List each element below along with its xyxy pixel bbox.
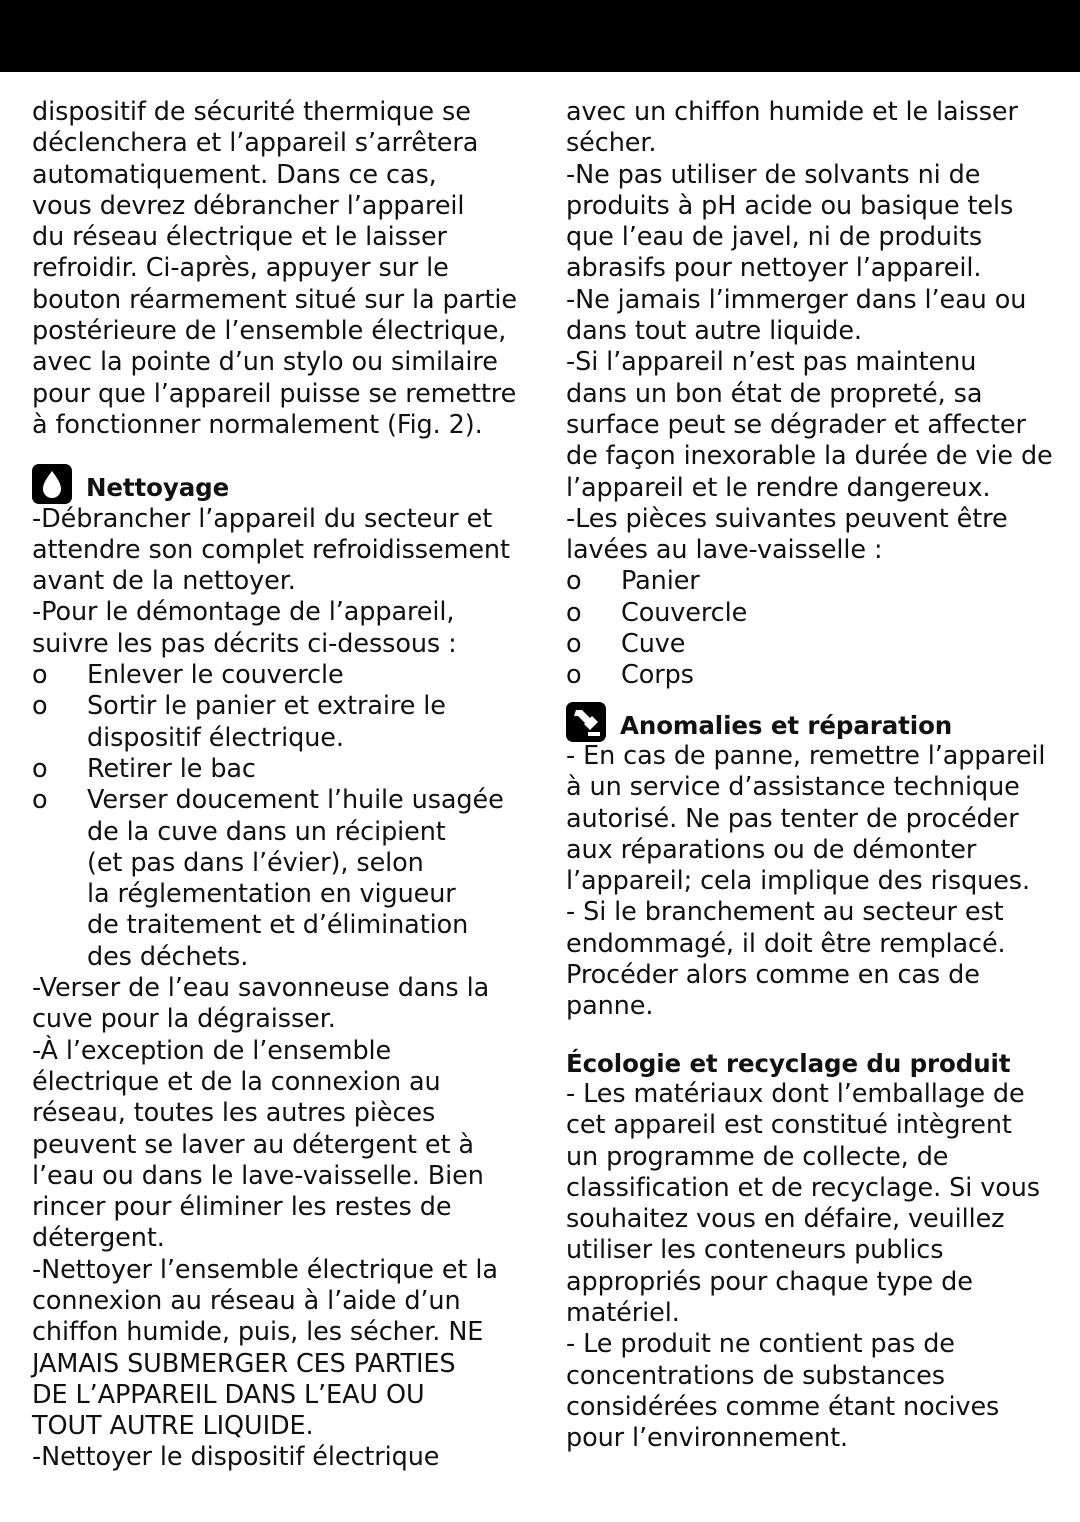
text-line: - Les matériaux dont l’emballage de [566,1078,1025,1109]
list-item [32,754,532,785]
dishwasher-parts-list [566,566,1066,691]
text-line: - En cas de panne, remettre l’appareil [566,740,1046,771]
text-line: de façon inexorable la durée de vie de [566,441,1053,472]
list-item-continuation: la réglementation en vigueur [87,879,456,910]
bullet-marker: o [566,566,582,597]
text-line: l’eau ou dans le lave-vaisselle. Bien [32,1160,484,1191]
list-item-text: Cuve [621,629,686,660]
text-line: -Verser de l’eau savonneuse dans la [32,973,490,1004]
intro-paragraph [32,97,532,441]
bullet-marker: o [566,660,582,691]
text-line: pour l’environnement. [566,1423,848,1454]
text-line: aux réparations ou de démonter [566,834,977,865]
nettoyage-title: Nettoyage [86,473,230,503]
text-line: chiffon humide, puis, les sécher. NE [32,1317,484,1348]
list-item [32,785,532,816]
bullet-marker: o [32,785,48,816]
text-line: cet appareil est constitué intègrent [566,1110,1012,1141]
text-line: -Nettoyer le dispositif électrique [32,1442,440,1473]
text-line: matériel. [566,1297,680,1328]
text-line: -Les pièces suivantes peuvent être [566,503,1008,534]
text-line: autorisé. Ne pas tenter de procéder [566,803,1019,834]
text-line: - Le produit ne contient pas de [566,1329,955,1360]
list-item [32,691,532,722]
list-item [566,660,1066,691]
text-line: pour que l’appareil puisse se remettre [32,378,517,409]
text-line: bouton réarmement situé sur la partie [32,284,517,315]
text-line: sécher. [566,128,657,159]
right-column [566,97,1066,1454]
text-line: -Nettoyer l’ensemble électrique et la [32,1254,498,1285]
cleaning-paragraph [566,97,1066,566]
text-line: avant de la nettoyer. [32,566,296,597]
text-line: avec un chiffon humide et le laisser [566,97,1018,127]
text-line: classification et de recyclage. Si vous [566,1172,1040,1203]
nettoyage-heading [32,472,532,503]
ecologie-paragraph [566,1079,1066,1455]
list-item-continuation: (et pas dans l’évier), selon [87,847,424,878]
text-line: surface peut se dégrader et affecter [566,409,1026,440]
text-line: souhaitez vous en défaire, veuillez [566,1204,1005,1235]
nettoyage-paragraph [32,504,532,660]
text-line: peuvent se laver au détergent et à [32,1129,474,1160]
text-line: postérieure de l’ensemble électrique, [32,316,507,347]
text-line: -Ne jamais l’immerger dans l’eau ou [566,284,1027,315]
list-item-text: Couvercle [621,597,748,628]
bullet-marker: o [32,691,48,722]
anomalies-paragraph [566,741,1066,1023]
text-line: - Si le branchement au secteur est [566,897,1004,928]
list-item [566,598,1066,629]
list-item-continuation: de traitement et d’élimination [87,910,469,941]
text-line: dans un bon état de propreté, sa [566,378,983,409]
text-line: produits à pH acide ou basique tels [566,190,1014,221]
list-item [32,660,532,691]
text-line: Procéder alors comme en cas de [566,960,980,991]
list-item [566,629,1066,660]
list-item-text: Sortir le panier et extraire le [87,691,446,722]
anomalies-title: Anomalies et réparation [620,710,953,740]
text-line: -Si l’appareil n’est pas maintenu [566,347,977,378]
top-header-bar [0,0,1080,72]
list-item-text: Retirer le bac [87,753,256,784]
list-item-text: Corps [621,660,694,691]
text-line: lavées au lave-vaisselle : [566,535,883,566]
text-line: détergent. [32,1223,165,1254]
text-line: attendre son complet refroidissement [32,534,510,565]
text-line: à un service d’assistance technique [566,772,1020,803]
list-item-continuation: de la cuve dans un récipient [87,816,446,847]
text-line: l’appareil et le rendre dangereux. [566,472,991,503]
text-line: abrasifs pour nettoyer l’appareil. [566,253,982,284]
bullet-marker: o [32,660,48,691]
text-line: dans tout autre liquide. [566,316,862,347]
text-line: réseau, toutes les autres pièces [32,1098,436,1129]
text-line: TOUT AUTRE LIQUIDE. [32,1411,314,1442]
text-line: -Débrancher l’appareil du secteur et [32,503,493,534]
text-line: électrique et de la connexion au [32,1066,441,1097]
text-line: utiliser les conteneurs publics [566,1235,944,1266]
text-line: refroidir. Ci-après, appuyer sur le [32,253,449,284]
text-line: DE L’APPAREIL DANS L’EAU OU [32,1379,425,1410]
text-line: que l’eau de javel, ni de produits [566,222,983,253]
bullet-marker: o [566,629,582,660]
text-line: JAMAIS SUBMERGER CES PARTIES [32,1348,456,1379]
list-item-text: Verser doucement l’huile usagée [87,785,504,816]
text-line: panne. [566,991,654,1022]
text-line: -À l’exception de l’ensemble [32,1035,392,1066]
text-line: rincer pour éliminer les restes de [32,1192,452,1223]
list-item-continuation: des déchets. [87,941,249,972]
text-line: vous devrez débrancher l’appareil [32,190,465,221]
text-line: à fonctionner normalement (Fig. 2). [32,409,483,440]
text-line: suivre les pas décrits ci-dessous : [32,628,457,659]
text-line: appropriés pour chaque type de [566,1266,973,1297]
anomalies-heading [566,710,1066,741]
disassembly-list [32,660,532,973]
text-line: cuve pour la dégraisser. [32,1004,336,1035]
bullet-marker: o [32,753,48,784]
text-line: connexion au réseau à l’aide d’un [32,1285,461,1316]
list-item-continuation: dispositif électrique. [87,722,344,753]
text-line: du réseau électrique et le laisser [32,222,447,253]
text-line: automatiquement. Dans ce cas, [32,159,437,190]
text-line: concentrations de substances [566,1360,945,1391]
text-line: considérées comme étant nocives [566,1391,1000,1422]
text-line: un programme de collecte, de [566,1141,949,1172]
text-line: dispositif de sécurité thermique se [32,97,471,127]
bullet-marker: o [566,597,582,628]
text-line: avec la pointe d’un stylo ou similaire [32,347,498,378]
text-line: l’appareil; cela implique des risques. [566,866,1030,897]
text-line: -Pour le démontage de l’appareil, [32,597,455,628]
left-column [32,97,532,1474]
text-line: déclenchera et l’appareil s’arrêtera [32,128,479,159]
ecologie-heading [566,1048,1066,1079]
nettoyage-paragraph-continued [32,973,532,1474]
ecologie-title: Écologie et recyclage du produit [566,1048,1011,1078]
list-item [566,566,1066,597]
text-line: -Ne pas utiliser de solvants ni de [566,159,981,190]
text-line: endommagé, il doit être remplacé. [566,928,1006,959]
list-item-text: Enlever le couvercle [87,660,344,691]
list-item-text: Panier [621,566,700,597]
